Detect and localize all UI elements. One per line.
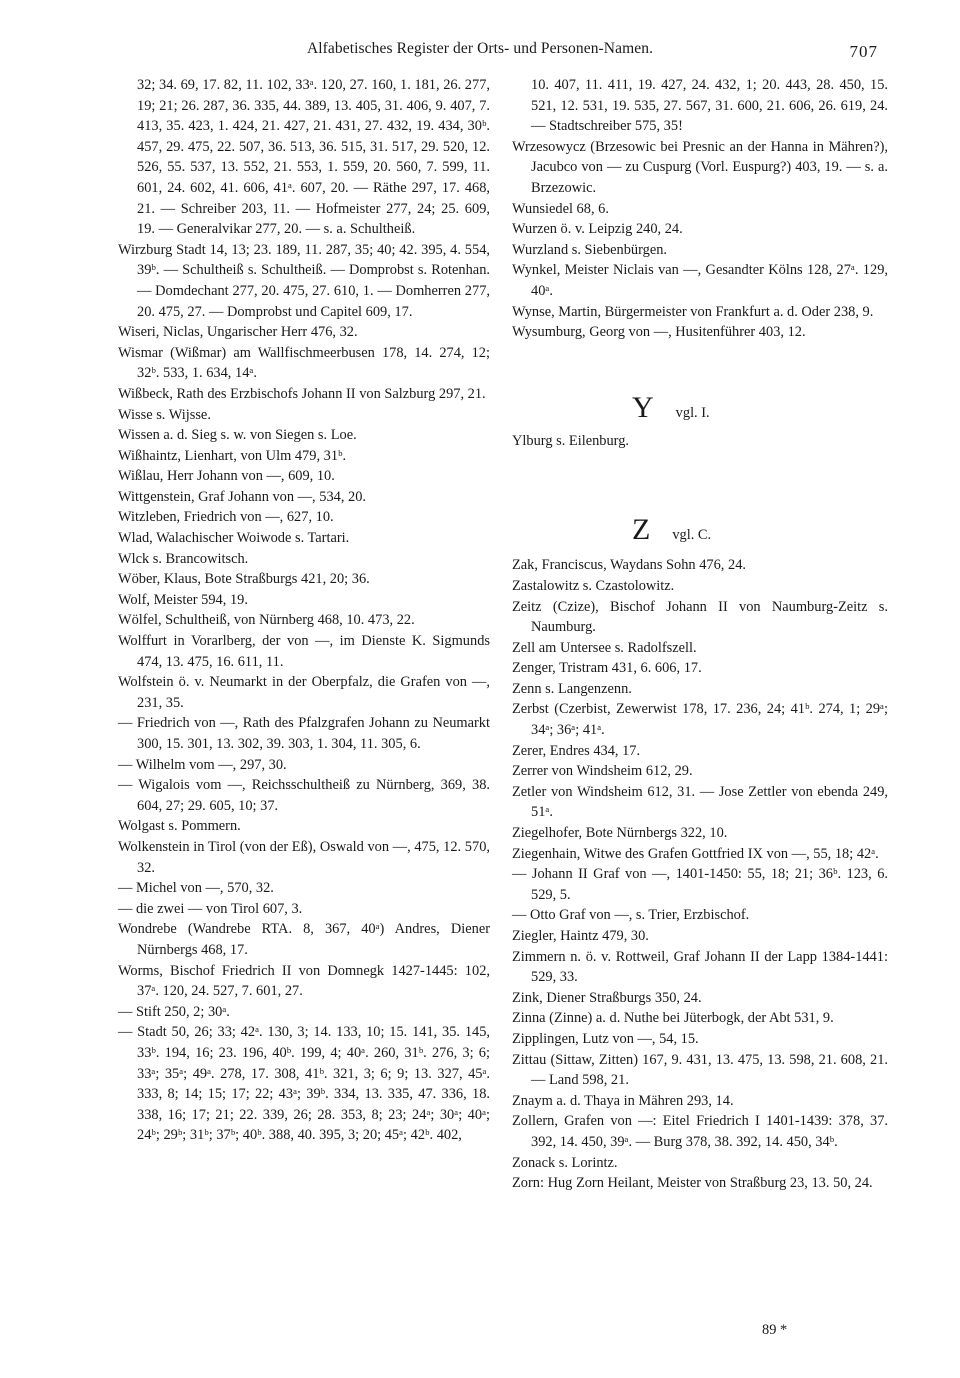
index-entry: Wunsiedel 68, 6. — [512, 200, 609, 217]
index-entry: — Friedrich von —, Rath des Pfalzgrafen Johann zu Neumarkt 300, 15. 301, 13. 302, 39. 303, 1. 304, 11. 305, 6. — [118, 715, 490, 752]
y-entries — [512, 431, 888, 452]
index-entry: Worms, Bischof Friedrich II von Domnegk 1427-1445: 102, 37ᵃ. 120, 24. 527, 7. 601, 27. — [118, 962, 490, 1000]
index-entry: Witzleben, Friedrich von —, 627, 10. — [118, 509, 334, 526]
index-entry: Wismar (Wißmar) am Wallfischmeerbusen 178, 14. 274, 12; 32ᵇ. 533, 1. 634, 14ᵃ. — [118, 344, 490, 382]
index-entry: Zollern, Grafen von —: Eitel Friedrich I 1401-1439: 378, 37. 392, 14. 450, 39ᵃ. — Burg 378, 38. 392, 14. 450, 34ᵇ. — [512, 1113, 888, 1150]
signature-mark: 89 * — [762, 1322, 788, 1338]
index-entry: Wolffurt in Vorarlberg, der von —, im Dienste K. Sigmunds 474, 13. 475, 16. 611, 11. — [118, 633, 490, 670]
index-entry: Wisse s. Wijsse. — [118, 406, 211, 423]
index-entry: 32; 34. 69, 17. 82, 11. 102, 33ᵃ. 120, 27. 160, 1. 181, 26. 277, 19; 21; 26. 287, 36. 335, 44. 389, 13. 405, 31. 406, 9. 407, 7. 413, 35. 423, 1. 424, 21. 427, 21. 431, 27. 432, 19. 434, 30ᵇ. 457, 29. 475, 22. 507, 36. 513, 36. 515, 31. 517, 29. 520, 12. 526, 55. 537, 13. 552, 21. 553, 1. 559, 20. 560, 7. 599, 11. 601, 24. 602, 41. 606, 41ᵃ. 607, 20. — Räthe 297, 17. 468, 21. — Schreiber 203, 11. — Hofmeister 277, 24; 25. 609, 19. — Generalvikar 277, 20. — s. a. Schultheiß. — [137, 77, 490, 238]
index-entry: Ylburg s. Eilenburg. — [512, 432, 629, 449]
index-entry: Znaym a. d. Thaya in Mähren 293, 14. — [512, 1092, 734, 1109]
section-heading-y — [512, 391, 888, 425]
left-column — [118, 75, 490, 1146]
index-entry: Wolfstein ö. v. Neumarkt in der Oberpfalz, die Grafen von —, 231, 35. — [118, 674, 490, 711]
index-entry: Zak, Franciscus, Waydans Sohn 476, 24. — [512, 557, 746, 574]
page-header — [0, 40, 960, 62]
index-entry: Zink, Diener Straßburgs 350, 24. — [512, 989, 702, 1006]
page-number: 707 — [849, 42, 878, 61]
index-entry: Zerrer von Windsheim 612, 29. — [512, 763, 693, 780]
section-heading-z — [512, 513, 888, 547]
section-letter: Z — [632, 513, 651, 547]
index-entry: Zell am Untersee s. Radolfszell. — [512, 639, 697, 656]
index-entry: — Wilhelm vom —, 297, 30. — [118, 756, 287, 773]
index-entry: Wirzburg Stadt 14, 13; 23. 189, 11. 287, 35; 40; 42. 395, 4. 554, 39ᵇ. — Schultheiß s. Schultheiß. — Domprobst s. Rotenhan. — Domdechant 277, 20. 475, 27. 610, 1. — Domherren 277, 20. 475, 27. — Domprobst und Capitel 609, 17. — [118, 241, 490, 320]
index-entry: Zittau (Sittaw, Zitten) 167, 9. 431, 13. 475, 13. 598, 21. 608, 21. — Land 598, 21. — [512, 1051, 888, 1089]
index-entry: Wrzesowycz (Brzesowic bei Presnic an der Hanna in Mähren?), Jacubco von — zu Cuspurg (Vorl. Euspurg?) 403, 19. — s. a. Brzezowic. — [512, 138, 888, 196]
index-entry: — Stift 250, 2; 30ᵃ. — [118, 1003, 230, 1020]
index-entry: Wiseri, Niclas, Ungarischer Herr 476, 32. — [118, 324, 358, 341]
index-entry: Wolgast s. Pommern. — [118, 818, 241, 835]
index-entry: Zinna (Zinne) a. d. Nuthe bei Jüterbogk, der Abt 531, 9. — [512, 1010, 834, 1027]
index-entry: Ziegenhain, Witwe des Grafen Gottfried IX von —, 55, 18; 42ᵃ. — [512, 845, 879, 862]
index-entry: Wolf, Meister 594, 19. — [118, 591, 248, 608]
running-title: Alfabetisches Register der Orts- und Personen-Namen. — [306, 40, 654, 57]
index-entry: Zastalowitz s. Czastolowitz. — [512, 577, 675, 594]
index-entry: — Otto Graf von —, s. Trier, Erzbischof. — [512, 907, 750, 924]
index-entry: Wynse, Martin, Bürgermeister von Frankfurt a. d. Oder 238, 9. — [512, 303, 874, 320]
index-entry: Wißhaintz, Lienhart, von Ulm 479, 31ᵇ. — [118, 447, 347, 464]
index-entry: Ziegelhofer, Bote Nürnbergs 322, 10. — [512, 825, 728, 842]
index-entry: Wysumburg, Georg von —, Husitenführer 403, 12. — [512, 324, 806, 341]
index-entry: Zeitz (Czize), Bischof Johann II von Naumburg-Zeitz s. Naumburg. — [512, 598, 888, 636]
index-entry: — die zwei — von Tirol 607, 3. — [118, 900, 303, 917]
index-entry: Zetler von Windsheim 612, 31. — Jose Zettler von ebenda 249, 51ᵃ. — [512, 783, 888, 821]
index-entry: Zenger, Tristram 431, 6. 606, 17. — [512, 660, 702, 677]
index-entry: Wittgenstein, Graf Johann von —, 534, 20. — [118, 488, 367, 505]
index-entry: Zenn s. Langenzenn. — [512, 680, 632, 697]
index-entry: Ziegler, Haintz 479, 30. — [512, 928, 649, 944]
index-entry: — Wigalois vom —, Reichsschultheiß zu Nürnberg, 369, 38. 604, 27; 29. 605, 10; 37. — [118, 777, 490, 814]
index-entry: Wissen a. d. Sieg s. w. von Siegen s. Loe. — [118, 427, 357, 444]
index-entry: Wynkel, Meister Niclais van —, Gesandter Kölns 128, 27ᵃ. 129, 40ᵃ. — [512, 262, 888, 299]
section-letter: Y — [632, 390, 654, 424]
index-entry: 10. 407, 11. 411, 19. 427, 24. 432, 1; 20. 443, 28. 450, 15. 521, 12. 531, 19. 535, 27. 567, 31. 600, 21. 606, 26. 619, 24. — Stadtschreiber 575, 35! — [531, 77, 888, 135]
index-entry: Wißlau, Herr Johann von —, 609, 10. — [118, 468, 335, 485]
index-entry: — Johann II Graf von —, 1401-1450: 55, 18; 21; 36ᵇ. 123, 6. 529, 5. — [512, 866, 888, 903]
index-entry: Wölfel, Schultheiß, von Nürnberg 468, 10. 473, 22. — [118, 612, 415, 629]
index-entry: Zerbst (Czerbist, Zewerwist 178, 17. 236, 24; 41ᵇ. 274, 1; 29ᵃ; 34ᵃ; 36ᵃ; 41ᵃ. — [512, 701, 888, 739]
index-entry: — Stadt 50, 26; 33; 42ᵃ. 130, 3; 14. 133, 10; 15. 141, 35. 145, 33ᵇ. 194, 16; 23. 196, 40ᵇ. 199, 4; 40ᵃ. 260, 31ᵇ. 276, 3; 6; 33ᵃ; 35ᵃ; 49ᵃ. 278, 17. 308, 41ᵇ. 321, 3; 6; 9; 13. 327, 45ᵃ. 333, 8; 14; 15; 17; 22; 43ᵃ; 39ᵇ. 334, 13. 335, 47. 336, 18. 338, 16; 17; 21; 22. 339, 26; 28. 353, 8; 23; 24ᵃ; 30ᵃ; 40ᵃ; 24ᵇ; 29ᵇ; 31ᵇ; 37ᵇ; 40ᵇ. 388, 40. 395, 3; 20; 45ᵃ; 42ᵇ. 402, — [118, 1024, 490, 1144]
index-entry: Wondrebe (Wandrebe RTA. 8, 367, 40ᵃ) Andres, Diener Nürnbergs 468, 17. — [118, 921, 490, 958]
index-entry: Wlck s. Brancowitsch. — [118, 550, 249, 567]
section-see-also: vgl. C. — [672, 527, 712, 544]
z-entries — [512, 555, 888, 1193]
index-entry: Wurzland s. Siebenbürgen. — [512, 241, 668, 258]
index-entry: Zerer, Endres 434, 17. — [512, 742, 641, 759]
section-see-also: vgl. I. — [675, 404, 710, 421]
index-entry: — Michel von —, 570, 32. — [118, 880, 274, 897]
index-entry: Wißbeck, Rath des Erzbischofs Johann II von Salzburg 297, 21. — [118, 385, 486, 402]
index-entry: Wurzen ö. v. Leipzig 240, 24. — [512, 221, 683, 238]
index-entry: Wlad, Walachischer Woiwode s. Tartari. — [118, 530, 350, 547]
index-entry: Zimmern n. ö. v. Rottweil, Graf Johann II der Lapp 1384-1441: 529, 33. — [512, 948, 888, 986]
index-entry: Zorn: Hug Zorn Heilant, Meister von Straßburg 23, 13. 50, 24. — [512, 1175, 873, 1192]
index-entry: Wolkenstein in Tirol (von der Eß), Oswald von —, 475, 12. 570, 32. — [118, 838, 490, 876]
index-entry: Zipplingen, Lutz von —, 54, 15. — [512, 1030, 699, 1047]
index-entry: Zonack s. Lorintz. — [512, 1154, 618, 1171]
index-entry: Wöber, Klaus, Bote Straßburgs 421, 20; 36. — [118, 571, 370, 588]
right-column — [512, 75, 888, 1194]
w-entries-continued — [512, 75, 888, 343]
